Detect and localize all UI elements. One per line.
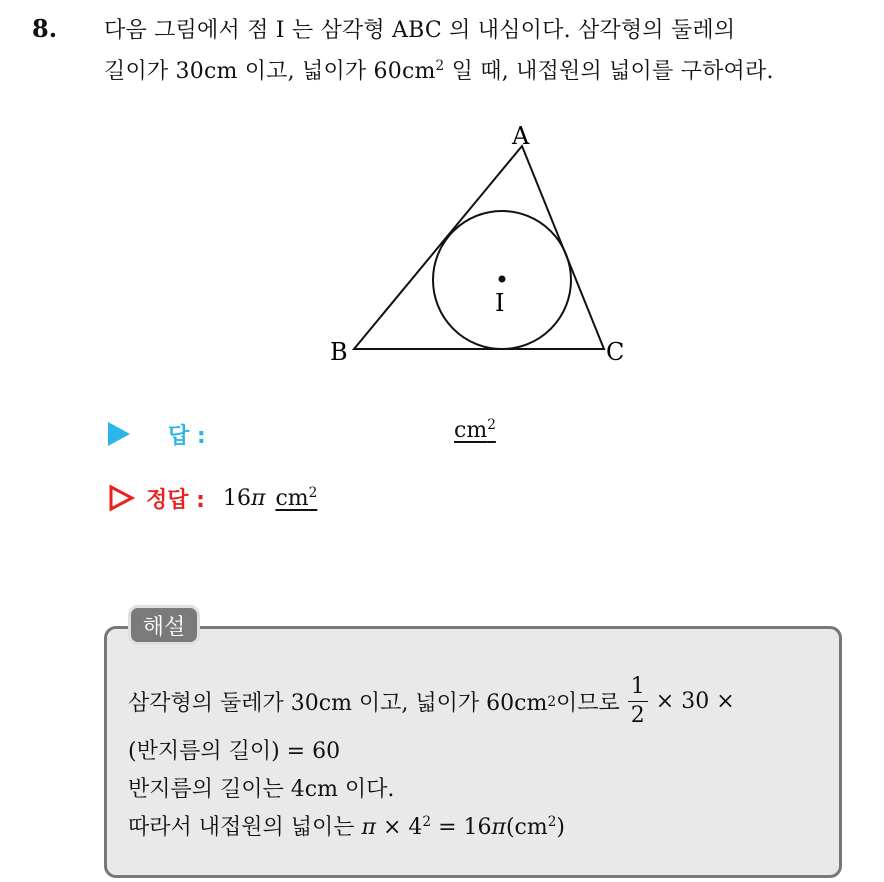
fraction-one-half: $\frac{1}{2}$ <box>628 676 648 727</box>
correct-answer-row <box>108 478 317 518</box>
explanation-line-3: 반지름의 길이는 4cm 이다. <box>128 777 395 802</box>
play-triangle-icon <box>108 422 130 446</box>
explanation-tab: 해설 <box>128 605 200 645</box>
vertex-label-b: B <box>330 338 348 366</box>
explanation-line-1: 삼각형의 둘레가 30cm 이고, 넓이가 60cm 2 이므로 $\frac{1}{2}$ × 30 × <box>128 674 735 728</box>
question-number: 8. <box>32 14 58 43</box>
triangle-figure <box>320 112 640 376</box>
incenter-label-i: I <box>495 289 505 317</box>
correct-answer-label: 정답 : <box>146 487 205 513</box>
answer-label: 답 : <box>168 423 206 449</box>
explanation-line-4: 따라서 내접원의 넓이는 $\pi \times 4^2 = 16\pi(cm^2)$ <box>128 813 565 840</box>
outline-triangle-icon <box>108 484 136 512</box>
question-text-line-1: 다음 그림에서 점 I 는 삼각형 ABC 의 내심이다. 삼각형의 둘레의 <box>104 18 736 43</box>
vertex-label-c: C <box>606 338 625 366</box>
answer-unit: $cm^2$ <box>454 416 496 443</box>
explanation-line-2: (반지름의 길이) = 60 <box>128 739 341 764</box>
triangle-abc <box>354 146 604 349</box>
incenter-point <box>499 276 506 283</box>
correct-answer-value: 16π <box>222 485 266 511</box>
vertex-label-a: A <box>512 122 530 150</box>
answer-row <box>108 414 496 454</box>
correct-answer-unit: $cm^2$ <box>275 484 318 511</box>
question-text-line-2: 길이가 30cm 이고, 넓이가 $60cm^2$ 일 때, 내접원의 넓이를 구하여라. <box>104 57 774 84</box>
